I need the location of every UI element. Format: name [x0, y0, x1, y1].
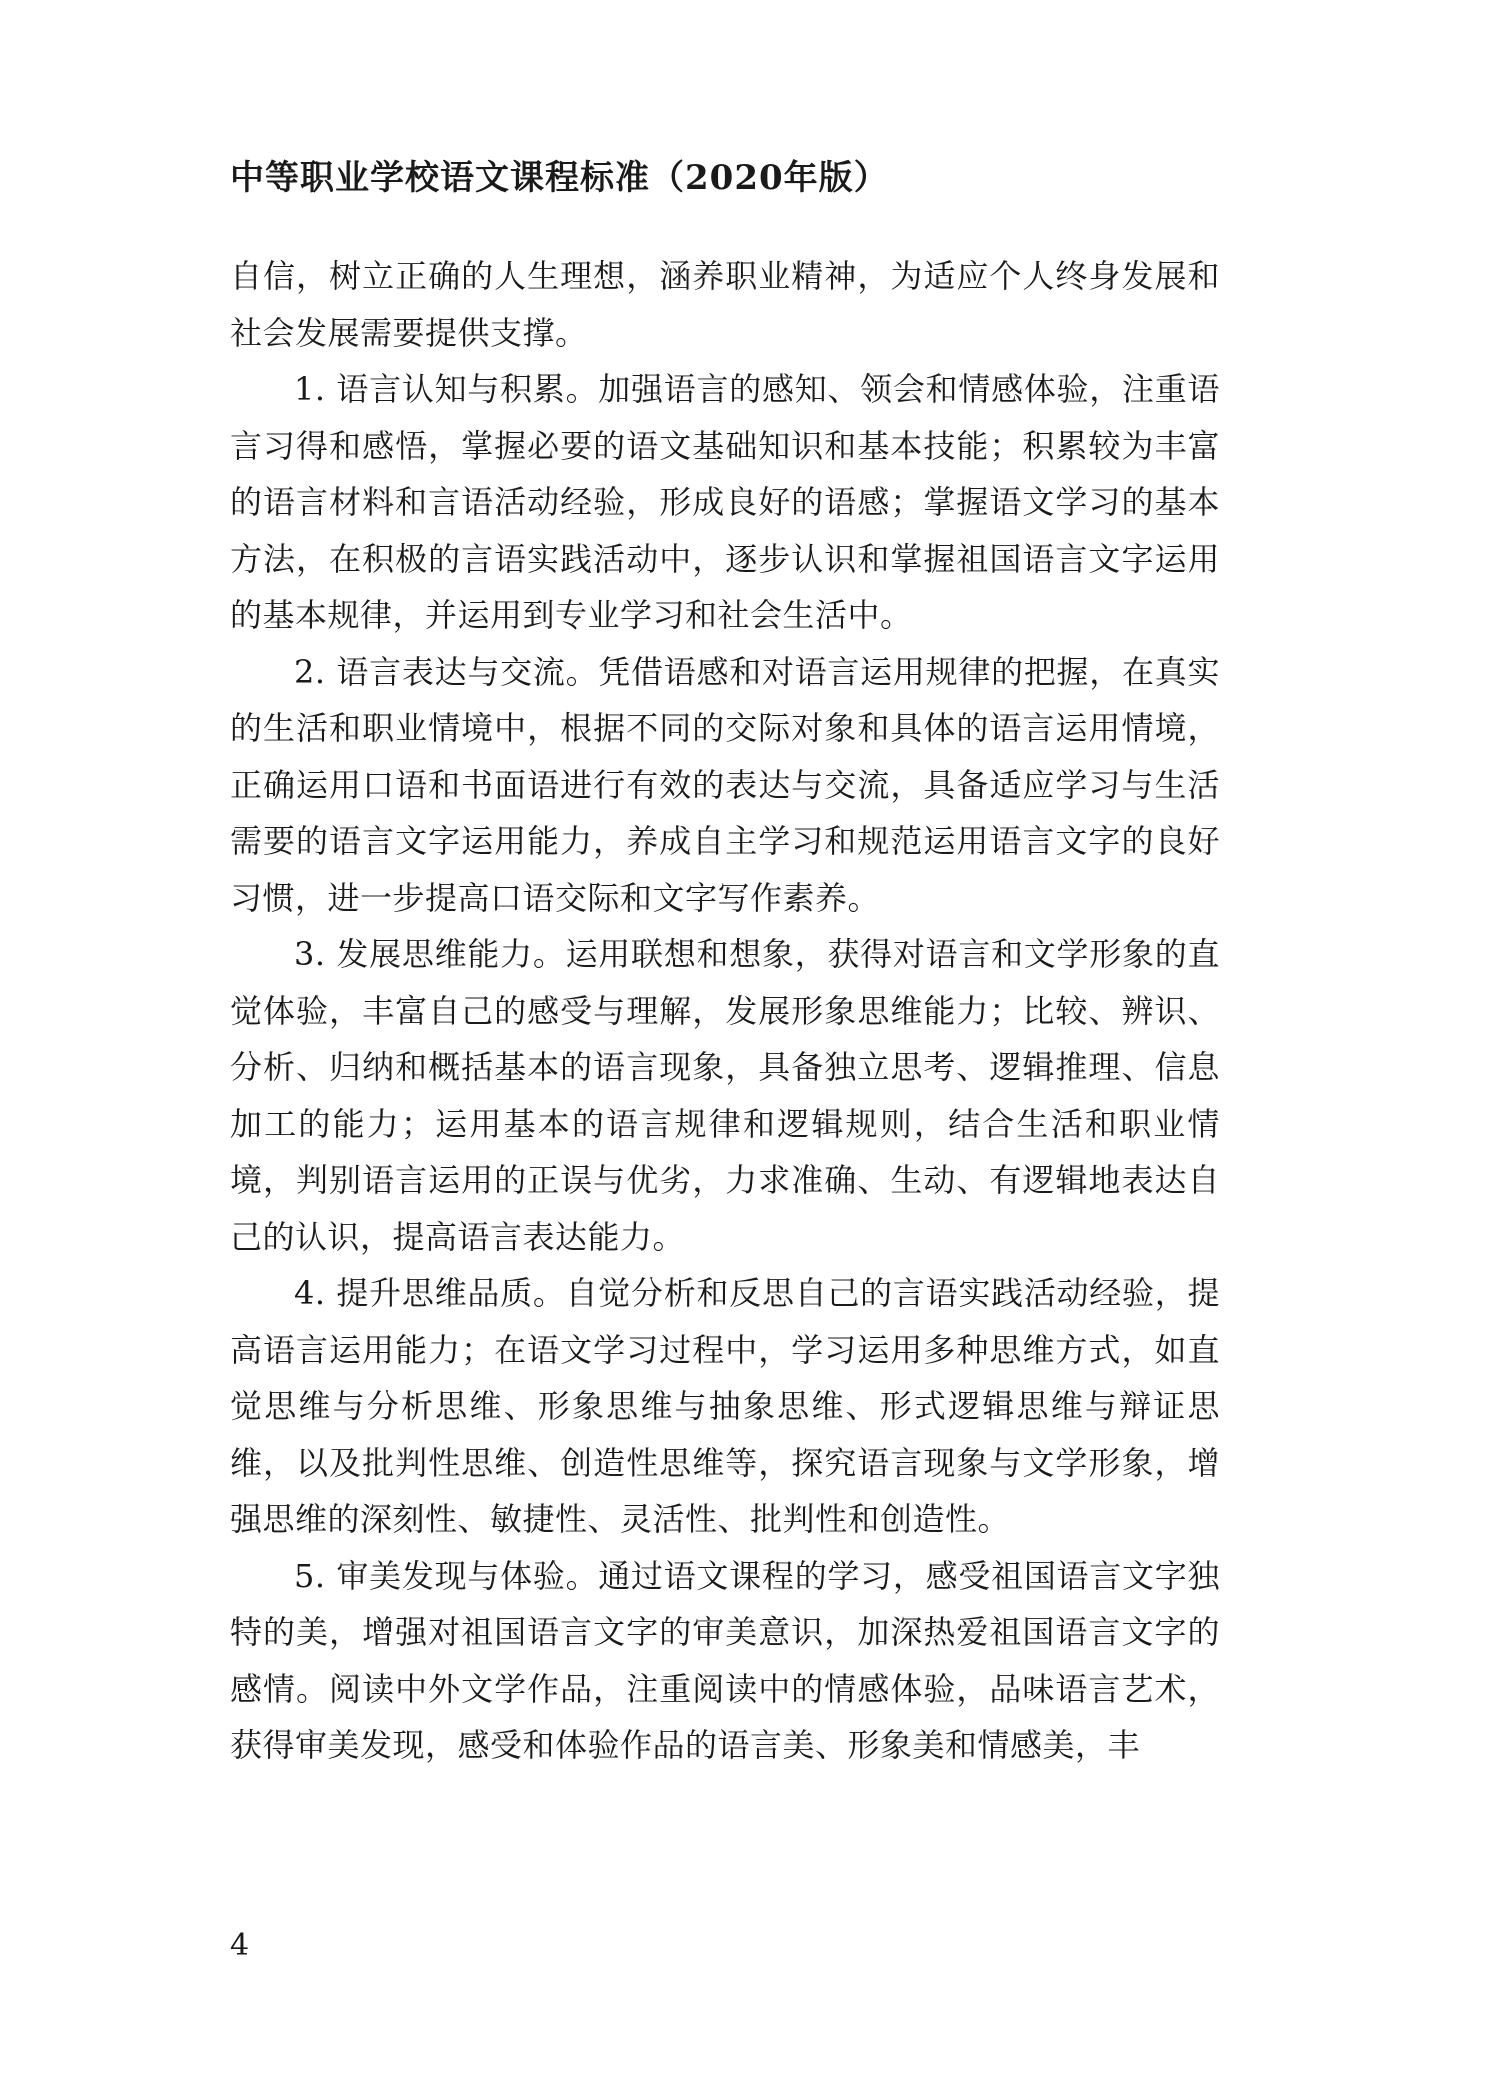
paragraph-language-expression: 2. 语言表达与交流。凭借语感和对语言运用规律的把握，在真实的生活和职业情境中，根据不同的交际对象和具体的语言运用情境，正确运用口语和书面语进行有效的表达与交流，具备适应学习与生活需要的语言文字运用能力，养成自主学习和规范运用语言文字的良好习惯，进一步提高口语交际和文字写作素养。	[230, 652, 1220, 917]
body-text	[230, 248, 1220, 1774]
paragraph-aesthetic-experience: 5. 审美发现与体验。通过语文课程的学习，感受祖国语言文字独特的美，增强对祖国语言文字的审美意识，加深热爱祖国语言文字的感情。阅读中外文学作品，注重阅读中的情感体验，品味语言艺术，获得审美发现，感受和体验作品的语言美、形象美和情感美，丰	[230, 1556, 1220, 1764]
page-number: 4	[230, 1928, 250, 1963]
paragraph-thinking-quality: 4. 提升思维品质。自觉分析和反思自己的言语实践活动经验，提高语言运用能力；在语文学习过程中，学习运用多种思维方式，如直觉思维与分析思维、形象思维与抽象思维、形式逻辑思维与辩证思维，以及批判性思维、创造性思维等，探究语言现象与文学形象，增强思维的深刻性、敏捷性、灵活性、批判性和创造性。	[230, 1274, 1220, 1538]
paragraph-thinking-ability: 3. 发展思维能力。运用联想和想象，获得对语言和文学形象的直觉体验，丰富自己的感受与理解，发展形象思维能力；比较、辨识、分析、归纳和概括基本的语言现象，具备独立思考、逻辑推理、信息加工的能力；运用基本的语言规律和逻辑规则，结合生活和职业情境，判别语言运用的正误与优劣，力求准确、生动、有逻辑地表达自己的认识，提高语言表达能力。	[230, 935, 1220, 1256]
paragraph-continuation: 自信，树立正确的人生理想，涵养职业精神，为适应个人终身发展和社会发展需要提供支撑。	[230, 257, 1220, 352]
running-header-title: 中等职业学校语文课程标准（2020年版）	[230, 158, 889, 198]
paragraph-language-cognition: 1. 语言认知与积累。加强语言的感知、领会和情感体验，注重语言习得和感悟，掌握必要的语文基础知识和基本技能；积累较为丰富的语言材料和言语活动经验，形成良好的语感；掌握语文学习的基本方法，在积极的言语实践活动中，逐步认识和掌握祖国语言文字运用的基本规律，并运用到专业学习和社会生活中。	[230, 370, 1220, 634]
